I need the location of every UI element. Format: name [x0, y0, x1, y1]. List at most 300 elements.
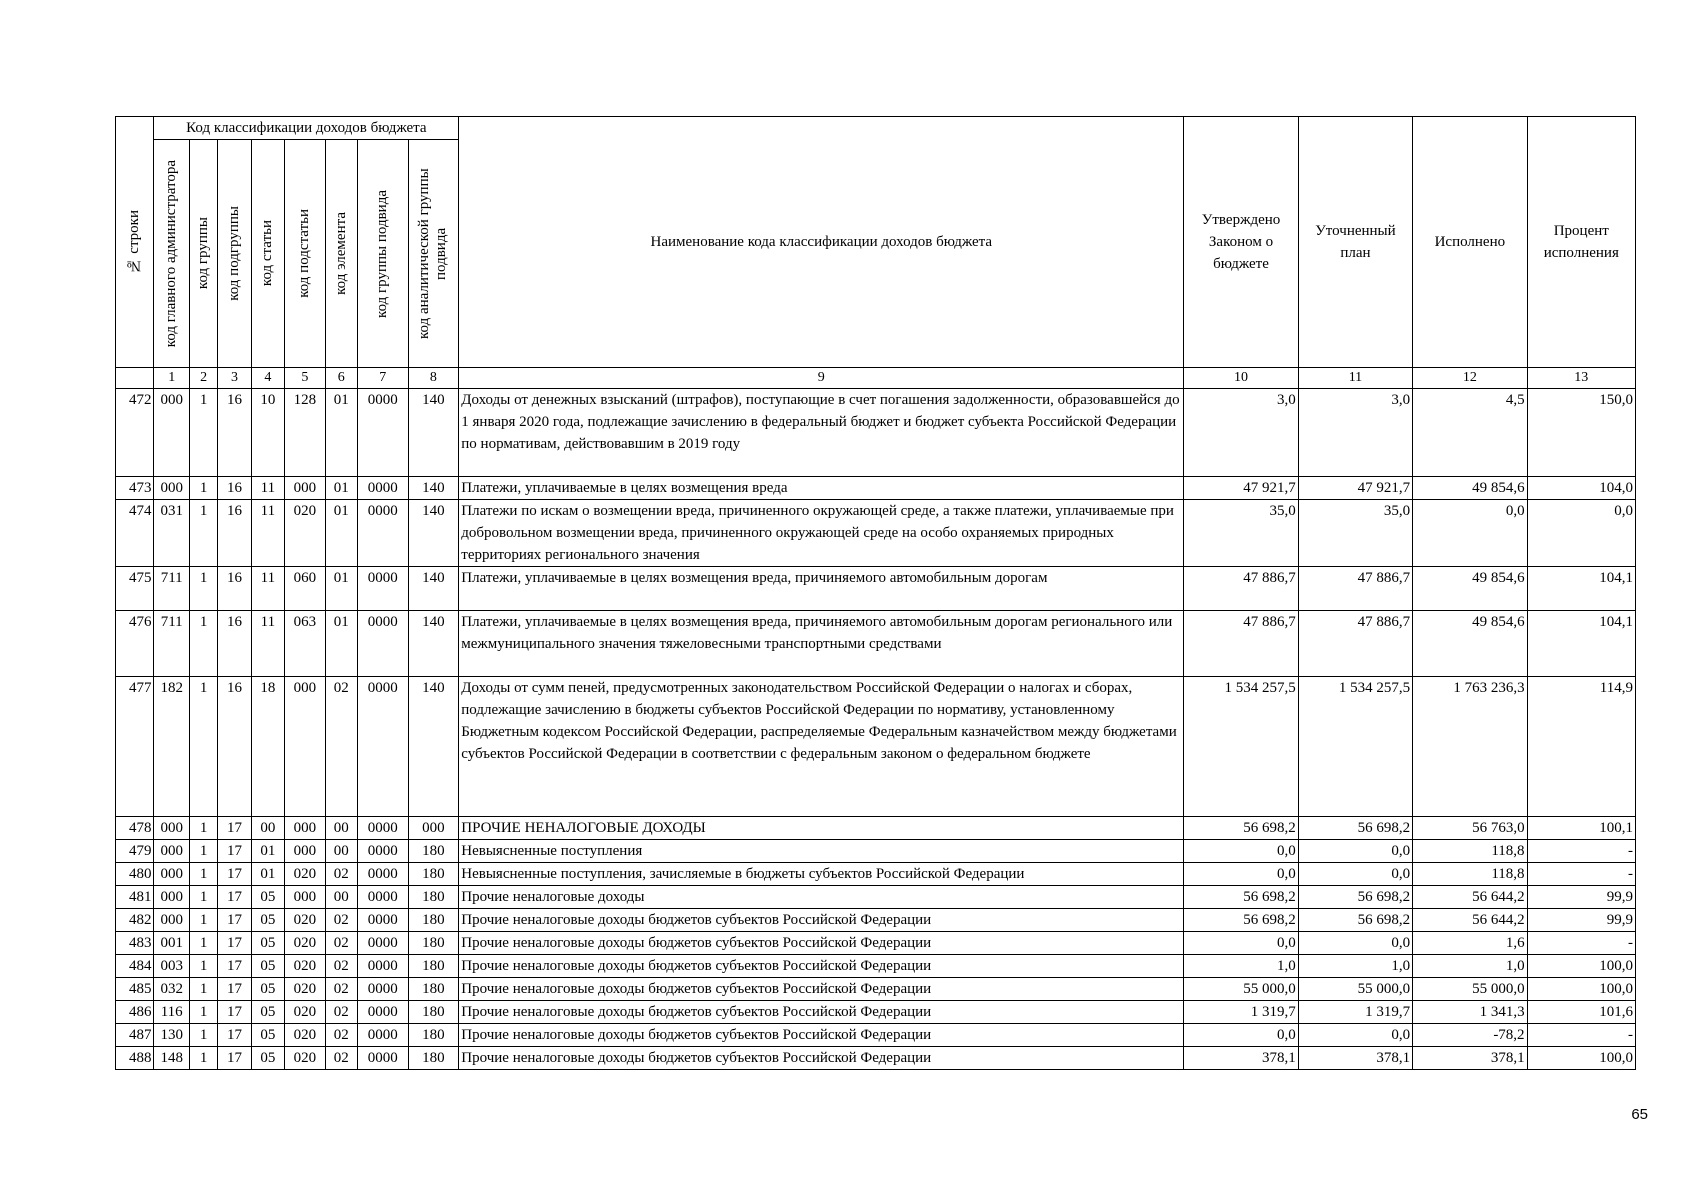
code-cell: 05: [251, 1047, 284, 1070]
code-cell: 140: [408, 389, 459, 477]
approved-header-label: Утверждено Законом о бюджете: [1201, 212, 1281, 272]
code-cell: 032: [154, 978, 189, 1001]
code-cell: 000: [154, 886, 189, 909]
column-index-cell: 5: [285, 368, 326, 389]
code-cell: 1: [189, 978, 217, 1001]
code-col-header-4: [251, 140, 284, 368]
code-cell: 17: [218, 1047, 251, 1070]
code-cell: 05: [251, 932, 284, 955]
code-cell: 020: [285, 863, 326, 886]
table-body: [116, 389, 1636, 1070]
code-cell: 1: [189, 567, 217, 611]
code-cell: 711: [154, 611, 189, 677]
name-cell: Прочие неналоговые доходы: [459, 886, 1184, 909]
name-cell: Платежи, уплачиваемые в целях возмещения вреда, причиняемого автомобильным дорогам: [459, 567, 1184, 611]
executed-header-label: Исполнено: [1434, 234, 1506, 250]
code-col-header-2-label: код группы: [195, 217, 212, 290]
column-index-cell: 8: [408, 368, 459, 389]
code-cell: 02: [325, 1024, 357, 1047]
code-cell: 0000: [357, 840, 408, 863]
code-cell: 180: [408, 1024, 459, 1047]
code-cell: 17: [218, 1001, 251, 1024]
code-group-header: [154, 117, 459, 140]
row-number-cell: 473: [116, 477, 154, 500]
table-row: [116, 500, 1636, 567]
code-col-header-2: [189, 140, 217, 368]
code-cell: 0000: [357, 1001, 408, 1024]
percent-cell: -: [1527, 932, 1635, 955]
column-index-cell: 12: [1413, 368, 1527, 389]
code-cell: 711: [154, 567, 189, 611]
code-cell: 0000: [357, 909, 408, 932]
code-cell: 0000: [357, 932, 408, 955]
column-index-cell: 6: [325, 368, 357, 389]
executed-cell: 118,8: [1413, 863, 1527, 886]
code-col-header-6: [325, 140, 357, 368]
executed-cell: 1 763 236,3: [1413, 677, 1527, 817]
code-cell: 0000: [357, 677, 408, 817]
approved-cell: 1 319,7: [1184, 1001, 1298, 1024]
name-cell: Прочие неналоговые доходы бюджетов субъектов Российской Федерации: [459, 955, 1184, 978]
code-cell: 00: [325, 840, 357, 863]
code-col-header-4-label: код статьи: [259, 220, 276, 287]
executed-cell: 1,6: [1413, 932, 1527, 955]
name-cell: Платежи, уплачиваемые в целях возмещения вреда: [459, 477, 1184, 500]
code-cell: 01: [325, 389, 357, 477]
approved-cell: 55 000,0: [1184, 978, 1298, 1001]
executed-cell: 0,0: [1413, 500, 1527, 567]
code-cell: 0000: [357, 567, 408, 611]
code-cell: 16: [218, 611, 251, 677]
code-cell: 148: [154, 1047, 189, 1070]
code-cell: 05: [251, 1001, 284, 1024]
table-row: [116, 1047, 1636, 1070]
code-cell: 000: [285, 817, 326, 840]
executed-cell: 55 000,0: [1413, 978, 1527, 1001]
code-cell: 02: [325, 909, 357, 932]
code-cell: 1: [189, 840, 217, 863]
code-cell: 0000: [357, 955, 408, 978]
code-cell: 0000: [357, 389, 408, 477]
percent-cell: 150,0: [1527, 389, 1635, 477]
percent-cell: -: [1527, 1024, 1635, 1047]
executed-cell: 49 854,6: [1413, 611, 1527, 677]
table-row: [116, 677, 1636, 817]
plan-cell: 47 921,7: [1298, 477, 1412, 500]
code-cell: 02: [325, 978, 357, 1001]
table-row: [116, 955, 1636, 978]
code-cell: 16: [218, 477, 251, 500]
table-row: [116, 886, 1636, 909]
code-cell: 17: [218, 1024, 251, 1047]
code-cell: 11: [251, 611, 284, 677]
code-col-header-7-label: код группы подвида: [374, 189, 391, 318]
code-cell: 1: [189, 500, 217, 567]
code-cell: 01: [325, 500, 357, 567]
code-col-header-8-label: код аналитической группы подвида: [416, 168, 450, 339]
code-cell: 05: [251, 978, 284, 1001]
row-number-header-label: № строки: [126, 210, 143, 274]
code-col-header-1-label: код главного администратора: [163, 159, 180, 348]
code-cell: 001: [154, 932, 189, 955]
code-cell: 000: [154, 840, 189, 863]
executed-cell: 4,5: [1413, 389, 1527, 477]
code-cell: 180: [408, 932, 459, 955]
code-cell: 01: [325, 611, 357, 677]
approved-cell: 378,1: [1184, 1047, 1298, 1070]
code-cell: 1: [189, 1047, 217, 1070]
executed-cell: 378,1: [1413, 1047, 1527, 1070]
code-cell: 11: [251, 500, 284, 567]
code-cell: 16: [218, 389, 251, 477]
code-col-header-7: [357, 140, 408, 368]
row-number-header: [116, 117, 154, 368]
code-cell: 128: [285, 389, 326, 477]
table-row: [116, 840, 1636, 863]
row-number-cell: 475: [116, 567, 154, 611]
code-cell: 000: [154, 863, 189, 886]
approved-cell: 47 886,7: [1184, 611, 1298, 677]
percent-cell: 99,9: [1527, 909, 1635, 932]
column-index-cell: 1: [154, 368, 189, 389]
row-number-cell: 480: [116, 863, 154, 886]
executed-cell: 56 644,2: [1413, 886, 1527, 909]
code-cell: 140: [408, 677, 459, 817]
row-number-cell: 488: [116, 1047, 154, 1070]
code-cell: 1: [189, 817, 217, 840]
code-cell: 17: [218, 886, 251, 909]
percent-cell: 100,0: [1527, 955, 1635, 978]
table-row: [116, 389, 1636, 477]
table-row: [116, 863, 1636, 886]
name-cell: Прочие неналоговые доходы бюджетов субъектов Российской Федерации: [459, 909, 1184, 932]
code-cell: 17: [218, 955, 251, 978]
code-cell: 0000: [357, 1024, 408, 1047]
code-cell: 000: [154, 817, 189, 840]
row-number-cell: 474: [116, 500, 154, 567]
header-row-top: [116, 117, 1636, 140]
row-number-cell: 476: [116, 611, 154, 677]
code-cell: 180: [408, 840, 459, 863]
executed-cell: 56 763,0: [1413, 817, 1527, 840]
percent-cell: 100,0: [1527, 978, 1635, 1001]
column-index-cell: 3: [218, 368, 251, 389]
code-group-header-label: Код классификации доходов бюджета: [186, 120, 427, 136]
name-header: [459, 117, 1184, 368]
code-cell: 00: [251, 817, 284, 840]
code-cell: 180: [408, 886, 459, 909]
code-cell: 16: [218, 677, 251, 817]
executed-cell: 49 854,6: [1413, 567, 1527, 611]
code-cell: 05: [251, 886, 284, 909]
approved-cell: 47 921,7: [1184, 477, 1298, 500]
plan-cell: 56 698,2: [1298, 886, 1412, 909]
approved-cell: 47 886,7: [1184, 567, 1298, 611]
code-cell: 180: [408, 909, 459, 932]
code-cell: 0000: [357, 886, 408, 909]
code-cell: 130: [154, 1024, 189, 1047]
name-cell: Прочие неналоговые доходы бюджетов субъектов Российской Федерации: [459, 932, 1184, 955]
name-cell: Невыясненные поступления, зачисляемые в бюджеты субъектов Российской Федерации: [459, 863, 1184, 886]
executed-cell: 49 854,6: [1413, 477, 1527, 500]
name-cell: Прочие неналоговые доходы бюджетов субъектов Российской Федерации: [459, 1047, 1184, 1070]
code-cell: 0000: [357, 863, 408, 886]
code-col-header-5-label: код подстатьи: [296, 209, 313, 298]
row-number-cell: 481: [116, 886, 154, 909]
code-cell: 116: [154, 1001, 189, 1024]
code-cell: 1: [189, 932, 217, 955]
code-cell: 1: [189, 955, 217, 978]
code-cell: 1: [189, 886, 217, 909]
name-cell: Доходы от денежных взысканий (штрафов), поступающие в счет погашения задолженности, образовавшейся до 1 января 2020 года, подлежащие зачислению в федеральный бюджет и бюджет субъекта Российской Федерации по нормативам, действовавшим в 2019 году: [459, 389, 1184, 477]
code-cell: 1: [189, 389, 217, 477]
approved-cell: 56 698,2: [1184, 817, 1298, 840]
code-cell: 17: [218, 863, 251, 886]
code-cell: 16: [218, 567, 251, 611]
code-cell: 1: [189, 1024, 217, 1047]
code-cell: 000: [154, 389, 189, 477]
approved-cell: 3,0: [1184, 389, 1298, 477]
code-cell: 0000: [357, 817, 408, 840]
executed-cell: 1,0: [1413, 955, 1527, 978]
table-row: [116, 567, 1636, 611]
code-col-header-3-label: код подгруппы: [225, 206, 242, 301]
code-cell: 180: [408, 955, 459, 978]
plan-header: [1298, 117, 1412, 368]
code-cell: 020: [285, 1024, 326, 1047]
code-cell: 140: [408, 611, 459, 677]
code-cell: 05: [251, 955, 284, 978]
page-number: 65: [1631, 1106, 1648, 1123]
code-cell: 02: [325, 677, 357, 817]
code-cell: 020: [285, 932, 326, 955]
code-cell: 02: [325, 1047, 357, 1070]
code-cell: 000: [285, 477, 326, 500]
code-cell: 18: [251, 677, 284, 817]
code-cell: 1: [189, 1001, 217, 1024]
code-cell: 140: [408, 567, 459, 611]
code-cell: 1: [189, 863, 217, 886]
approved-cell: 0,0: [1184, 932, 1298, 955]
approved-cell: 1 534 257,5: [1184, 677, 1298, 817]
column-index-cell: 13: [1527, 368, 1635, 389]
plan-cell: 47 886,7: [1298, 567, 1412, 611]
code-cell: 10: [251, 389, 284, 477]
percent-cell: 100,1: [1527, 817, 1635, 840]
plan-cell: 0,0: [1298, 1024, 1412, 1047]
code-cell: 000: [285, 840, 326, 863]
column-index-cell: 9: [459, 368, 1184, 389]
code-cell: 01: [325, 567, 357, 611]
code-cell: 0000: [357, 611, 408, 677]
approved-cell: 0,0: [1184, 863, 1298, 886]
code-cell: 02: [325, 1001, 357, 1024]
row-number-cell: 482: [116, 909, 154, 932]
code-cell: 01: [325, 477, 357, 500]
code-cell: 020: [285, 909, 326, 932]
column-index-cell: 4: [251, 368, 284, 389]
code-cell: 000: [154, 909, 189, 932]
name-cell: ПРОЧИЕ НЕНАЛОГОВЫЕ ДОХОДЫ: [459, 817, 1184, 840]
table-row: [116, 611, 1636, 677]
code-cell: 060: [285, 567, 326, 611]
table-row: [116, 817, 1636, 840]
code-cell: 180: [408, 863, 459, 886]
code-cell: 17: [218, 932, 251, 955]
percent-cell: 99,9: [1527, 886, 1635, 909]
code-cell: 00: [325, 886, 357, 909]
approved-cell: 56 698,2: [1184, 909, 1298, 932]
code-cell: 0000: [357, 500, 408, 567]
plan-cell: 378,1: [1298, 1047, 1412, 1070]
code-cell: 020: [285, 500, 326, 567]
name-cell: Прочие неналоговые доходы бюджетов субъектов Российской Федерации: [459, 978, 1184, 1001]
code-cell: 05: [251, 909, 284, 932]
plan-cell: 3,0: [1298, 389, 1412, 477]
row-number-cell: 484: [116, 955, 154, 978]
executed-cell: 56 644,2: [1413, 909, 1527, 932]
percent-cell: 104,0: [1527, 477, 1635, 500]
code-cell: 17: [218, 840, 251, 863]
percent-cell: -: [1527, 863, 1635, 886]
percent-header: [1527, 117, 1635, 368]
code-cell: 063: [285, 611, 326, 677]
code-cell: 0000: [357, 477, 408, 500]
name-header-label: Наименование кода классификации доходов бюджета: [650, 234, 993, 250]
approved-cell: 0,0: [1184, 840, 1298, 863]
plan-cell: 0,0: [1298, 932, 1412, 955]
code-cell: 0000: [357, 1047, 408, 1070]
percent-cell: 101,6: [1527, 1001, 1635, 1024]
row-number-cell: 486: [116, 1001, 154, 1024]
plan-cell: 56 698,2: [1298, 909, 1412, 932]
percent-cell: 100,0: [1527, 1047, 1635, 1070]
table-row: [116, 978, 1636, 1001]
code-cell: 020: [285, 955, 326, 978]
percent-cell: 104,1: [1527, 567, 1635, 611]
code-cell: 02: [325, 955, 357, 978]
income-classification-table: [115, 116, 1636, 1070]
code-cell: 17: [218, 817, 251, 840]
code-cell: 17: [218, 909, 251, 932]
approved-cell: 56 698,2: [1184, 886, 1298, 909]
name-cell: Доходы от сумм пеней, предусмотренных законодательством Российской Федерации о налогах и сборах, подлежащие зачислению в бюджеты субъектов Российской Федерации по нормативу, установленному Бюджетным кодексом Российской Федерации, распределяемые Федеральным казначейством между бюджетами субъектов Российской Федерации в соответствии с федеральным законом о федеральном бюджете: [459, 677, 1184, 817]
plan-cell: 1 534 257,5: [1298, 677, 1412, 817]
code-cell: 1: [189, 677, 217, 817]
executed-header: [1413, 117, 1527, 368]
code-cell: 180: [408, 1047, 459, 1070]
code-cell: 140: [408, 500, 459, 567]
code-cell: 01: [251, 840, 284, 863]
name-cell: Прочие неналоговые доходы бюджетов субъектов Российской Федерации: [459, 1001, 1184, 1024]
table-row: [116, 1024, 1636, 1047]
code-cell: 05: [251, 1024, 284, 1047]
percent-cell: 0,0: [1527, 500, 1635, 567]
code-col-header-3: [218, 140, 251, 368]
code-cell: 182: [154, 677, 189, 817]
code-cell: 020: [285, 1001, 326, 1024]
column-index-cell: 2: [189, 368, 217, 389]
plan-cell: 55 000,0: [1298, 978, 1412, 1001]
code-cell: 00: [325, 817, 357, 840]
approved-cell: 1,0: [1184, 955, 1298, 978]
code-cell: 11: [251, 477, 284, 500]
plan-cell: 0,0: [1298, 863, 1412, 886]
plan-cell: 1 319,7: [1298, 1001, 1412, 1024]
code-cell: 003: [154, 955, 189, 978]
code-cell: 140: [408, 477, 459, 500]
code-cell: 01: [251, 863, 284, 886]
row-number-cell: 487: [116, 1024, 154, 1047]
name-cell: Прочие неналоговые доходы бюджетов субъектов Российской Федерации: [459, 1024, 1184, 1047]
table-row: [116, 477, 1636, 500]
row-number-cell: 472: [116, 389, 154, 477]
code-cell: 000: [408, 817, 459, 840]
code-cell: 1: [189, 611, 217, 677]
code-col-header-8: [408, 140, 459, 368]
approved-cell: 35,0: [1184, 500, 1298, 567]
plan-cell: 1,0: [1298, 955, 1412, 978]
code-cell: 1: [189, 477, 217, 500]
approved-header: [1184, 117, 1298, 368]
table-row: [116, 1001, 1636, 1024]
percent-cell: 114,9: [1527, 677, 1635, 817]
code-cell: 180: [408, 1001, 459, 1024]
executed-cell: 118,8: [1413, 840, 1527, 863]
plan-cell: 0,0: [1298, 840, 1412, 863]
row-number-cell: 483: [116, 932, 154, 955]
code-cell: 0000: [357, 978, 408, 1001]
column-index-cell: 10: [1184, 368, 1298, 389]
table-row: [116, 932, 1636, 955]
code-cell: 031: [154, 500, 189, 567]
code-col-header-6-label: код элемента: [332, 212, 349, 295]
code-cell: 02: [325, 932, 357, 955]
code-cell: 000: [285, 886, 326, 909]
executed-cell: -78,2: [1413, 1024, 1527, 1047]
table-row: [116, 909, 1636, 932]
code-cell: 11: [251, 567, 284, 611]
row-number-cell: 477: [116, 677, 154, 817]
column-index-cell: 7: [357, 368, 408, 389]
column-index-blank: [116, 368, 154, 389]
percent-header-label: Процент исполнения: [1543, 223, 1619, 261]
code-cell: 1: [189, 909, 217, 932]
code-cell: 02: [325, 863, 357, 886]
name-cell: Невыясненные поступления: [459, 840, 1184, 863]
code-col-header-5: [285, 140, 326, 368]
executed-cell: 1 341,3: [1413, 1001, 1527, 1024]
percent-cell: -: [1527, 840, 1635, 863]
code-cell: 020: [285, 1047, 326, 1070]
code-cell: 17: [218, 978, 251, 1001]
percent-cell: 104,1: [1527, 611, 1635, 677]
name-cell: Платежи по искам о возмещении вреда, причиненного окружающей среде, а также платежи, уплачиваемые при добровольном возмещении вреда, причиненного окружающей среде на особо охраняемых природных территориях регионального значения: [459, 500, 1184, 567]
code-cell: 000: [285, 677, 326, 817]
row-number-cell: 478: [116, 817, 154, 840]
plan-cell: 47 886,7: [1298, 611, 1412, 677]
name-cell: Платежи, уплачиваемые в целях возмещения вреда, причиняемого автомобильным дорогам регионального или межмуниципального значения тяжеловесными транспортными средствами: [459, 611, 1184, 677]
row-number-cell: 485: [116, 978, 154, 1001]
code-cell: 020: [285, 978, 326, 1001]
plan-cell: 35,0: [1298, 500, 1412, 567]
code-cell: 16: [218, 500, 251, 567]
column-index-cell: 11: [1298, 368, 1412, 389]
column-index-row: [116, 368, 1636, 389]
code-col-header-1: [154, 140, 189, 368]
approved-cell: 0,0: [1184, 1024, 1298, 1047]
code-cell: 180: [408, 978, 459, 1001]
